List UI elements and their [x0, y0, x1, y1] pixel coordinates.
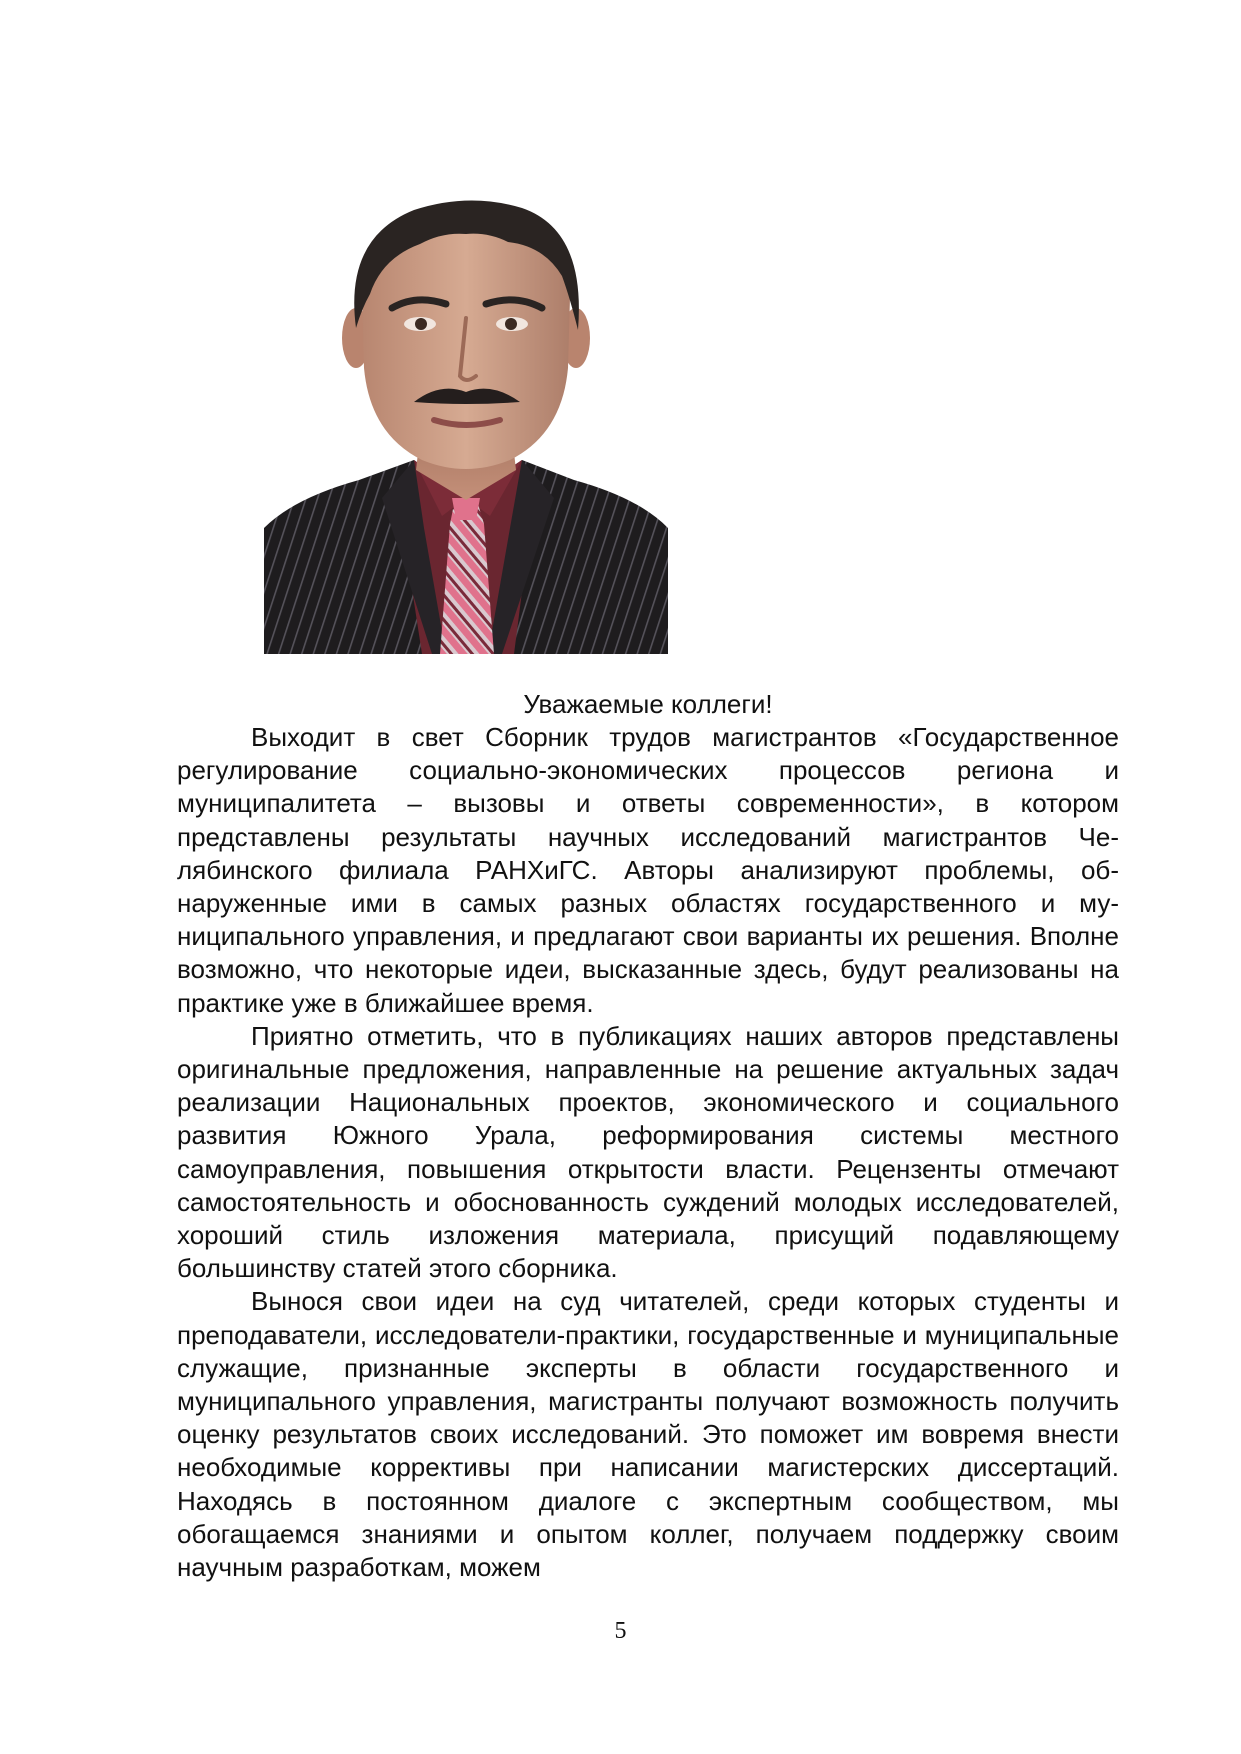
paragraph-2: Приятно отметить, что в публикациях наших авторов представлены оригинальные предложения, направленные на решение актуальных задач реализации Национальных проектов, экономического и социального развития Южного Урала, реформирования системы местного самоуправления, повышения открытости власти. Рецензенты отмечают самостоятельность и обоснованность суждений молодых исследователей, хороший стиль изложения материала, присущий подавляющему большинству статей этого сборника.	[177, 1020, 1119, 1284]
greeting-heading: Уважаемые коллеги!	[523, 689, 773, 719]
letter-body	[177, 721, 1119, 1584]
author-portrait	[264, 198, 668, 654]
author-portrait-image	[264, 198, 668, 654]
paragraph-1: Выходит в свет Сборник трудов магистрантов «Государственное регулирование социально-экономических процессов региона и муниципалитета – вызовы и ответы современности», в котором представлены результаты научных исследований магистрантов Челябинского филиала РАНХиГС. Авторы анализируют проблемы, обнаруженные ими в самых разных областях государственного и муниципального управления, и предлагают свои варианты их решения. Вполне возможно, что некоторые идеи, высказанные здесь, будут реализованы на практике уже в ближайшее время.	[177, 722, 1119, 1018]
page-number: 5	[614, 1618, 627, 1644]
paragraph-3: Вынося свои идеи на суд читателей, среди которых студенты и преподаватели, исследователи-практики, государственные и муниципальные служащие, признанные эксперты в области государственного и муниципального управления, магистранты получают возможность получить оценку результатов своих исследований. Это поможет им вовремя внести необходимые коррективы при написании магистерских диссертаций. Находясь в постоянном диалоге с экспертным сообществом, мы обогащаемся знаниями и опытом коллег, получаем поддержку своим научным разработкам, можем	[177, 1286, 1119, 1583]
